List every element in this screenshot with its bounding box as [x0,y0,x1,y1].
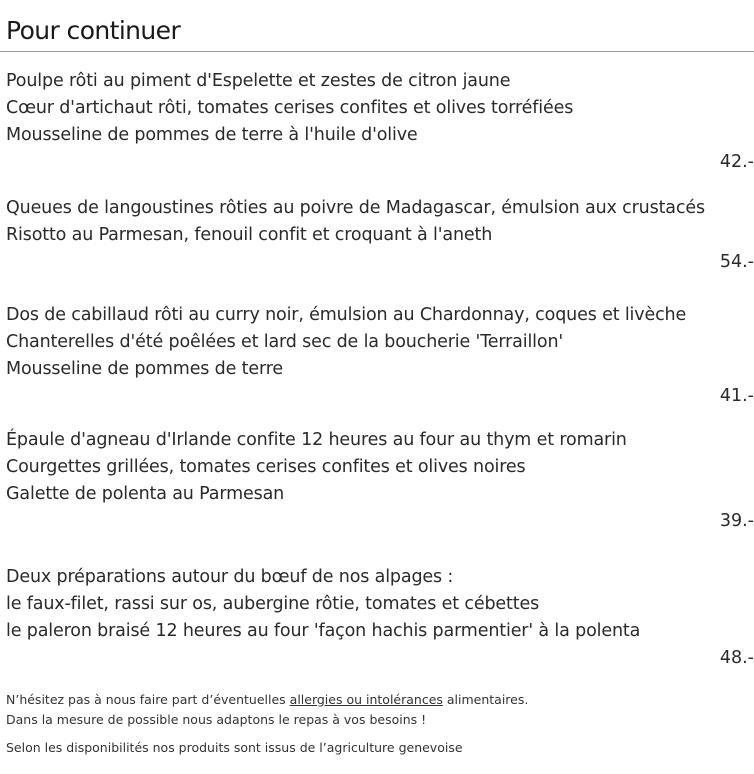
dish-price: 39.- [719,511,754,531]
dish-line: Cœur d'artichaut rôti, tomates cerises confites et olives torréfiées [6,98,574,118]
dish-line: Galette de polenta au Parmesan [6,484,285,504]
dish-price: 41.- [719,386,754,406]
title-divider [0,51,754,52]
dish-line: Chanterelles d'été poêlées et lard sec de la boucherie 'Terraillon' [6,332,564,352]
menu-item [6,195,754,276]
allergy-link[interactable]: allergies ou intolérances [289,692,443,707]
page-title: Pour continuer [6,16,181,45]
menu-item [6,302,754,410]
adapt-note: Dans la mesure de possible nous adaptons le repas à vos besoins ! [6,712,427,727]
dish-price: 54.- [719,252,754,272]
allergy-note-suffix: alimentaires. [442,692,529,707]
menu-item [6,427,754,535]
menu-item [6,564,754,672]
dish-price: 48.- [719,648,754,668]
dish-line: Mousseline de pommes de terre [6,359,284,379]
dish-line: Mousseline de pommes de terre à l'huile d'olive [6,125,418,145]
dish-line: le paleron braisé 12 heures au four 'façon hachis parmentier' à la polenta [6,621,641,641]
dish-line: Épaule d'agneau d'Irlande confite 12 heures au four au thym et romarin [6,430,627,450]
dish-price: 42.- [719,152,754,172]
dish-line: Courgettes grillées, tomates cerises confites et olives noires [6,457,526,477]
allergy-note [6,690,528,710]
dish-line: Dos de cabillaud rôti au curry noir, émulsion au Chardonnay, coques et livèche [6,305,687,325]
dish-line: Deux préparations autour du bœuf de nos alpages : [6,567,454,587]
menu-item [6,68,754,176]
dish-line: le faux-filet, rassi sur os, aubergine rôtie, tomates et cébettes [6,594,540,614]
dish-line: Risotto au Parmesan, fenouil confit et croquant à l'aneth [6,225,493,245]
allergy-note-prefix: N’hésitez pas à nous faire part d’éventuelles [6,692,290,707]
footer-notes [6,690,528,758]
dish-line: Poulpe rôti au piment d'Espelette et zestes de citron jaune [6,71,511,91]
origin-note: Selon les disponibilités nos produits sont issus de l’agriculture genevoise [6,740,463,755]
dish-line: Queues de langoustines rôties au poivre de Madagascar, émulsion aux crustacés [6,198,705,218]
